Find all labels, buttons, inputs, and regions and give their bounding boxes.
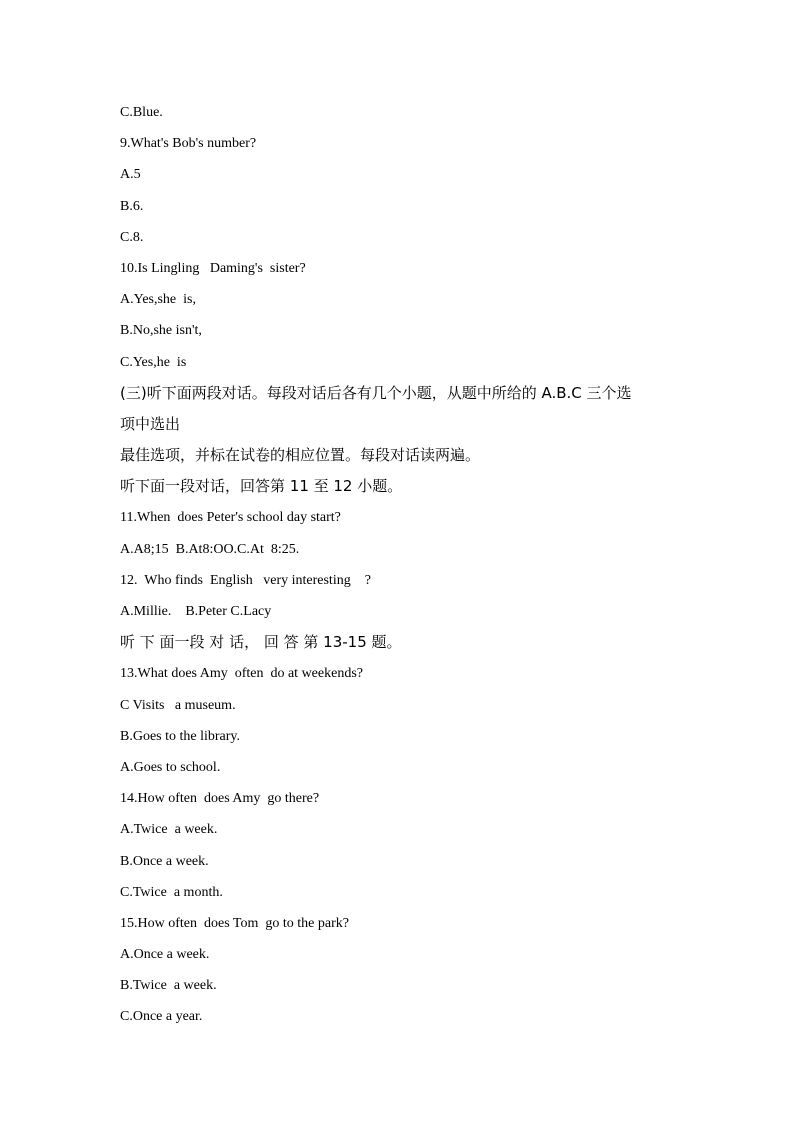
option-line: A.Yes,she is,: [120, 292, 196, 308]
question-line: 10.Is Lingling Daming's sister?: [120, 260, 306, 276]
option-line: A.A8;15 B.At8:OO.C.At 8:25.: [120, 541, 300, 557]
option-line: B.Once a week.: [120, 853, 209, 869]
document-page: [120, 97, 700, 1033]
option-line: C.Blue.: [120, 105, 163, 120]
option-line: A.Once a week.: [120, 947, 210, 963]
question-line: 12. Who finds English very interesting ?: [120, 572, 371, 588]
dialogue-instruction: 听下面一段对话，回答第 11 至 12 小题。: [120, 477, 403, 496]
option-line: B.Goes to the library.: [120, 728, 241, 744]
option-line: C.Yes,he is: [120, 354, 187, 370]
option-line: A.5: [120, 167, 141, 183]
option-line: A.Twice a week.: [120, 822, 218, 838]
option-line: A.Goes to school.: [120, 759, 221, 775]
option-line: B.6.: [120, 198, 144, 214]
dialogue-instruction: 听 下 面一段 对 话， 回 答 第 13-15 题。: [120, 633, 402, 652]
option-line: C.Twice a month.: [120, 884, 223, 900]
question-line: 9.What's Bob's number?: [120, 136, 257, 152]
option-line: B.Twice a week.: [120, 978, 217, 994]
option-line: A.Millie. B.Peter C.Lacy: [120, 604, 272, 619]
section-instruction: 最佳选项，并标在试卷的相应位置。每段对话读两遍。: [120, 446, 481, 465]
question-line: 13.What does Amy often do at weekends?: [120, 666, 363, 682]
option-line: C.Once a year.: [120, 1009, 203, 1025]
option-line: C Visits a museum.: [120, 697, 236, 713]
section-instruction: (三)听下面两段对话。每段对话后各有几个小题，从题中所给的 A.B.C 三个选: [120, 383, 632, 402]
question-line: 11.When does Peter's school day start?: [120, 510, 341, 526]
question-line: 15.How often does Tom go to the park?: [120, 915, 349, 931]
section-instruction: 项中选出: [120, 414, 181, 433]
option-line: B.No,she isn't,: [120, 323, 202, 339]
option-line: C.8.: [120, 229, 144, 245]
question-line: 14.How often does Amy go there?: [120, 791, 320, 807]
